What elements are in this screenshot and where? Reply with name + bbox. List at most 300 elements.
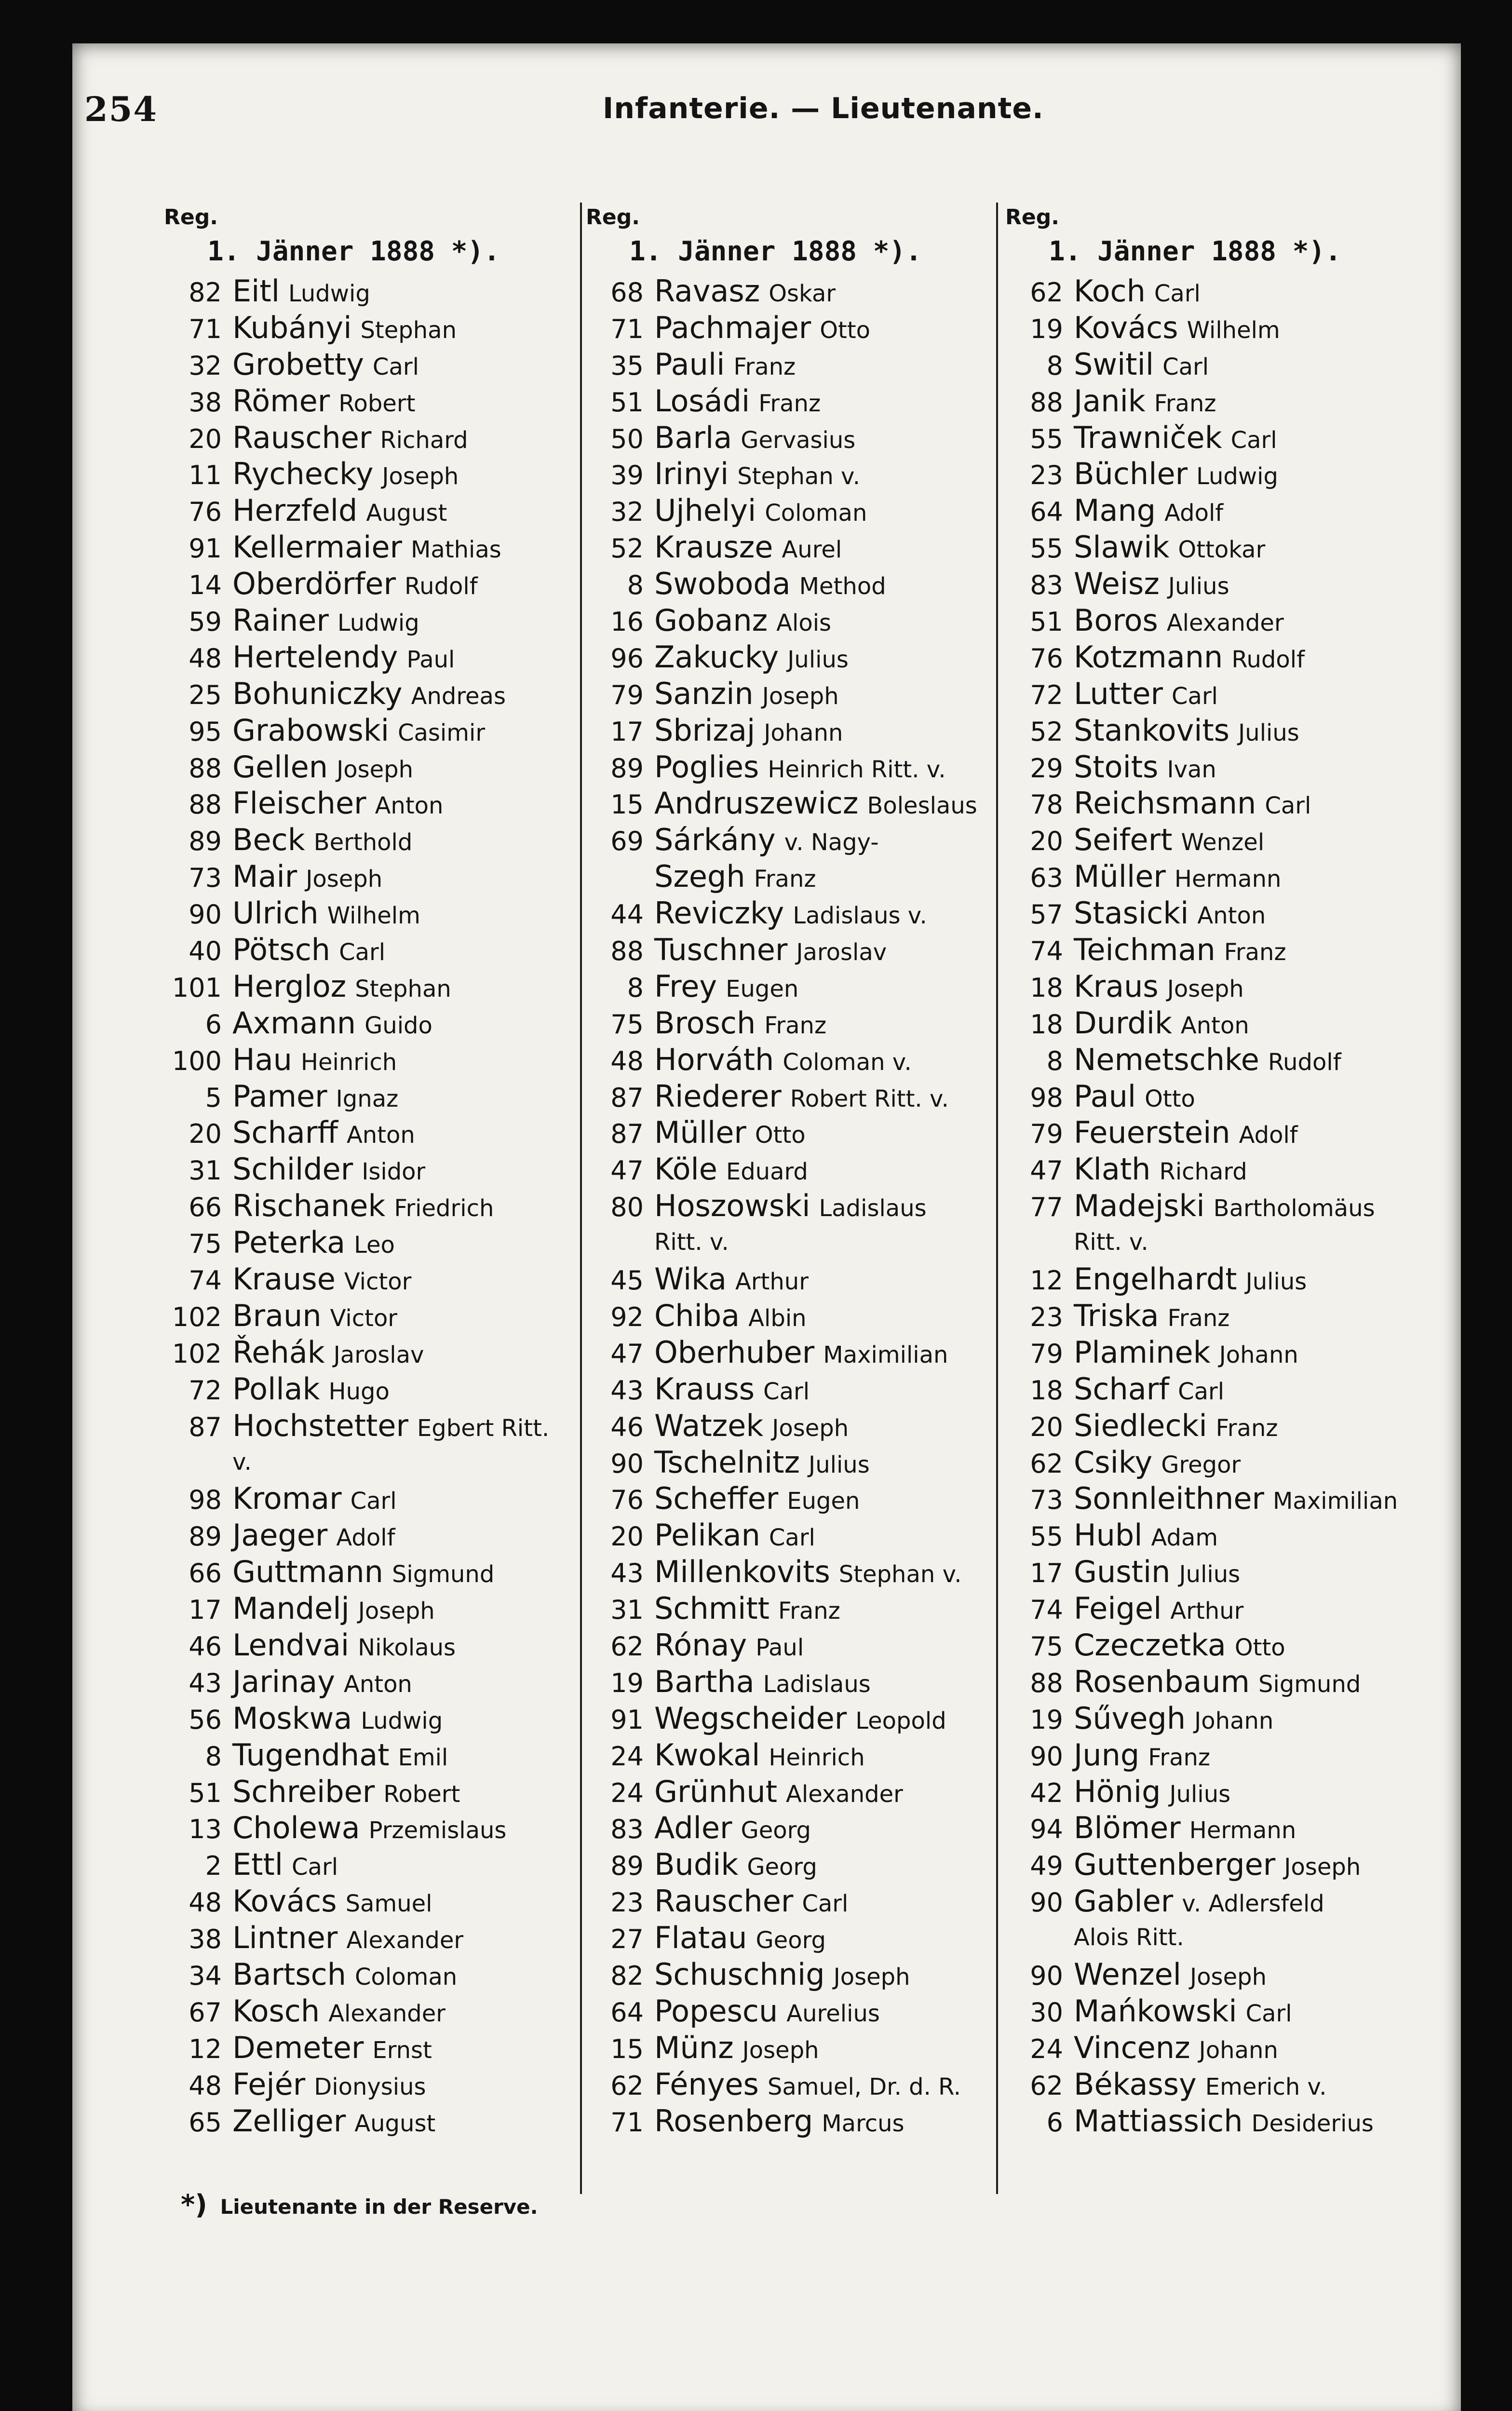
list-item	[586, 1883, 996, 1920]
list-item	[164, 1956, 574, 1993]
regiment-number: 56	[189, 1704, 222, 1735]
column-2	[586, 203, 996, 2139]
surname: Reichsmann	[1074, 786, 1256, 821]
surname: Wenzel	[1074, 1956, 1182, 1992]
surname: Sanzin	[654, 676, 754, 711]
given-name: Paul	[756, 1634, 804, 1661]
given-name: Georg	[741, 1817, 811, 1844]
list-item	[586, 1737, 996, 1774]
given-name: Eugen	[726, 975, 799, 1002]
surname: Kotzmann	[1074, 639, 1223, 675]
surname: Trawniček	[1074, 420, 1222, 455]
regiment-number: 75	[1030, 1631, 1063, 1662]
list-item	[1005, 420, 1415, 456]
regiment-number: 66	[189, 1192, 222, 1223]
officer-name	[1074, 273, 1201, 312]
surname: Kwokal	[654, 1737, 760, 1773]
list-item	[164, 2103, 574, 2140]
list-item	[586, 1517, 996, 1554]
officer-name	[654, 1005, 826, 1044]
surname: Szegh	[654, 859, 745, 894]
officer-name	[654, 785, 977, 825]
list-item	[1005, 456, 1415, 492]
regiment-number: 31	[189, 1155, 222, 1186]
officer-name	[654, 1151, 808, 1191]
regiment-number: 17	[610, 716, 644, 747]
regiment-number: 49	[1030, 1851, 1063, 1882]
officer-name	[232, 310, 457, 349]
surname: Hergloz	[232, 968, 347, 1004]
surname: Müller	[654, 1115, 746, 1151]
list-item	[164, 273, 574, 310]
regiment-number: 48	[189, 1887, 222, 1918]
regiment-number: 5	[205, 1082, 222, 1113]
surname: Stasicki	[1074, 895, 1189, 931]
regiment-number: 38	[189, 1924, 222, 1955]
officer-name	[654, 1517, 815, 1557]
given-name: Maximilian	[1273, 1488, 1398, 1515]
regiment-number: 102	[172, 1301, 222, 1332]
given-name: Julius	[1168, 573, 1229, 600]
officer-name	[232, 273, 370, 312]
surname: Hertelendy	[232, 639, 398, 675]
list-item	[1005, 1993, 1415, 2030]
given-name: Eugen	[787, 1488, 860, 1515]
officer-name	[232, 1846, 338, 1886]
surname: Zelliger	[232, 2103, 346, 2139]
regiment-number: 62	[1030, 277, 1063, 308]
list-item	[164, 1114, 574, 1151]
given-name: Carl	[1172, 682, 1218, 710]
list-item	[1005, 1261, 1415, 1298]
list-item	[1005, 712, 1415, 749]
officer-name	[654, 1371, 810, 1410]
regiment-number: 66	[189, 1558, 222, 1589]
regiment-number: 64	[610, 1997, 644, 2028]
officer-name	[1074, 858, 1281, 898]
list-item	[586, 968, 996, 1005]
regiment-number: 51	[189, 1777, 222, 1808]
surname: Mang	[1074, 493, 1156, 528]
officer-name	[232, 785, 443, 825]
officer-name	[232, 1188, 494, 1227]
list-item	[586, 1444, 996, 1481]
given-name: Carl	[1162, 353, 1209, 380]
surname: Hau	[232, 1042, 292, 1077]
surname: Riederer	[654, 1078, 782, 1114]
given-name: Egbert Ritt.	[417, 1414, 550, 1442]
surname: Jarinay	[232, 1664, 335, 1699]
surname: Braun	[232, 1298, 322, 1333]
officer-name	[654, 858, 816, 898]
officer-name	[232, 420, 468, 459]
surname: Römer	[232, 383, 330, 419]
list-item	[1005, 529, 1415, 566]
given-name: Casimir	[397, 719, 486, 746]
given-name: Anton	[375, 792, 444, 820]
list-item	[164, 1005, 574, 1042]
column-3	[1005, 203, 1415, 2139]
officer-name	[654, 420, 855, 459]
list-item	[586, 1408, 996, 1444]
officer-name	[1074, 1480, 1398, 1520]
surname: Switil	[1074, 346, 1154, 382]
list-item	[586, 1334, 996, 1371]
given-name: Franz	[1215, 1414, 1278, 1442]
officer-name	[1074, 1993, 1292, 2032]
regiment-number: 24	[610, 1741, 644, 1772]
surname: Teichman	[1074, 932, 1215, 968]
entry-continuation: Alois Ritt.	[1074, 1924, 1184, 1951]
list-item	[586, 1042, 996, 1078]
officer-name	[654, 749, 946, 788]
officer-name	[654, 2103, 904, 2142]
given-name: Arthur	[1170, 1598, 1244, 1625]
surname: Czeczetka	[1074, 1627, 1226, 1663]
regiment-number: 67	[189, 1997, 222, 2028]
surname: Münz	[654, 2030, 734, 2065]
regiment-number: 62	[610, 1631, 644, 1662]
officer-name	[232, 1298, 397, 1337]
surname: Hönig	[1074, 1774, 1161, 1809]
officer-name	[1074, 420, 1277, 459]
page-number: 254	[84, 89, 158, 129]
regiment-number: 40	[189, 936, 222, 967]
regiment-number: 71	[189, 313, 222, 344]
given-name: Andreas	[411, 682, 506, 710]
surname: Cholewa	[232, 1810, 360, 1846]
reg-label: Reg.	[586, 205, 640, 230]
regiment-number: 19	[1030, 1704, 1063, 1735]
officer-name	[1074, 2030, 1278, 2069]
regiment-number: 82	[189, 277, 222, 308]
officer-name	[654, 1408, 849, 1447]
given-name: Jaroslav	[796, 939, 887, 966]
list-item	[164, 1042, 574, 1078]
surname: Fényes	[654, 2066, 759, 2102]
list-item	[1005, 1664, 1415, 1700]
regiment-number: 62	[1030, 1448, 1063, 1479]
column-date-heading: 1. Jänner 1888 *).	[1049, 236, 1341, 267]
given-name: August	[354, 2110, 436, 2137]
given-name: Sigmund	[1258, 1670, 1361, 1698]
officer-name	[654, 1480, 860, 1520]
surname: Rainer	[232, 603, 329, 638]
given-name: Anton	[346, 1122, 415, 1149]
surname: Andruszewicz	[654, 786, 859, 821]
given-name: Ladislaus	[763, 1670, 871, 1698]
officer-name	[654, 1261, 809, 1300]
regiment-number: 38	[189, 387, 222, 418]
given-name: Carl	[372, 353, 419, 380]
given-name: Mathias	[410, 536, 501, 564]
given-name: Stephan	[360, 316, 457, 344]
surname: Mattiassich	[1074, 2103, 1243, 2139]
regiment-number: 23	[1030, 1301, 1063, 1332]
officer-name	[1074, 968, 1244, 1008]
reg-label: Reg.	[164, 205, 218, 230]
officer-name	[654, 346, 796, 386]
surname: Rauscher	[654, 1883, 794, 1919]
given-name: Samuel, Dr. d. R.	[767, 2073, 961, 2100]
officer-name	[654, 310, 870, 349]
officer-name	[654, 529, 842, 569]
regiment-number: 46	[189, 1631, 222, 1662]
officer-name	[654, 932, 887, 971]
surname: Lintner	[232, 1920, 338, 1956]
regiment-number: 83	[610, 1814, 644, 1845]
officer-name	[654, 822, 879, 861]
surname: Mandelj	[232, 1591, 350, 1626]
given-name: Carl	[292, 1854, 338, 1881]
regiment-number: 62	[610, 2070, 644, 2101]
surname: Sárkány	[654, 822, 776, 858]
list-item	[164, 1554, 574, 1590]
regiment-number: 24	[1030, 2033, 1063, 2064]
list-item	[586, 1188, 996, 1224]
officer-name	[232, 2103, 435, 2142]
list-item	[586, 1371, 996, 1408]
list-item	[164, 1444, 574, 1481]
officer-name	[1074, 1737, 1210, 1776]
list-item	[586, 749, 996, 786]
given-name: Carl	[1265, 792, 1311, 820]
list-item	[1005, 1517, 1415, 1554]
regiment-number: 16	[610, 607, 644, 637]
list-item	[586, 456, 996, 492]
regiment-number: 31	[610, 1595, 644, 1625]
officer-name	[1074, 1371, 1224, 1410]
officer-name	[1074, 1298, 1229, 1337]
regiment-number: 19	[1030, 313, 1063, 344]
list-item	[1005, 2103, 1415, 2140]
officer-name	[1074, 310, 1280, 349]
given-name: Alexander	[346, 1927, 464, 1954]
officer-name	[1074, 1517, 1218, 1557]
regiment-number: 20	[610, 1521, 644, 1552]
regiment-number: 51	[1030, 607, 1063, 637]
surname: Rosenbaum	[1074, 1664, 1250, 1699]
officer-name	[1074, 492, 1223, 532]
officer-name	[232, 968, 451, 1008]
regiment-number: 35	[610, 350, 644, 381]
officer-name	[654, 1993, 880, 2032]
officer-name	[654, 1810, 811, 1849]
officer-name	[232, 456, 459, 495]
given-name: Julius	[1245, 1268, 1307, 1296]
officer-name	[1074, 602, 1284, 642]
list-item	[1005, 1810, 1415, 1846]
given-name: Carl	[802, 1890, 849, 1918]
officer-name	[1074, 1664, 1361, 1703]
officer-name	[654, 1846, 817, 1886]
given-name: Carl	[763, 1378, 810, 1405]
list-item	[1005, 1627, 1415, 1664]
officer-name	[1074, 1774, 1230, 1813]
given-name: Alexander	[786, 1780, 903, 1808]
given-name: Berthold	[313, 829, 413, 856]
regiment-number: 8	[1046, 350, 1063, 381]
given-name: Anton	[1197, 902, 1266, 930]
officer-name	[1074, 1408, 1278, 1447]
surname: Triska	[1074, 1298, 1159, 1333]
officer-name	[232, 1480, 397, 1520]
list-item	[1005, 1554, 1415, 1590]
officer-name	[232, 639, 455, 678]
regiment-number: 102	[172, 1338, 222, 1369]
officer-name	[1074, 1810, 1296, 1849]
given-name: Arthur	[735, 1268, 809, 1296]
surname: Kromar	[232, 1481, 342, 1517]
list-item	[164, 1993, 574, 2030]
regiment-number: 59	[189, 607, 222, 637]
list-item	[164, 822, 574, 858]
regiment-number: 88	[189, 789, 222, 820]
officer-name	[1074, 676, 1218, 715]
list-item	[1005, 2066, 1415, 2103]
given-name: Franz	[1224, 939, 1286, 966]
officer-name	[232, 1114, 415, 1154]
given-name: Coloman	[355, 1963, 458, 1991]
given-name: Ludwig	[288, 280, 370, 307]
list-item	[164, 1371, 574, 1408]
officer-name	[654, 1883, 848, 1923]
surname: Axmann	[232, 1005, 356, 1041]
regiment-number: 55	[1030, 1521, 1063, 1552]
surname: Fleischer	[232, 786, 366, 821]
given-name: Hermann	[1189, 1817, 1296, 1844]
regiment-number: 94	[1030, 1814, 1063, 1845]
officer-name	[232, 1408, 549, 1447]
officer-name	[654, 1334, 948, 1374]
list-item	[1005, 346, 1415, 383]
list-item	[164, 383, 574, 420]
officer-name	[232, 1664, 412, 1703]
surname: Hochstetter	[232, 1408, 408, 1443]
regiment-number: 91	[189, 533, 222, 564]
given-name: Jaroslav	[333, 1341, 424, 1368]
entry-continuation: Ritt. v.	[654, 1229, 729, 1256]
given-name: Emil	[398, 1744, 448, 1771]
given-name: Franz	[764, 1012, 827, 1039]
officer-name	[232, 1737, 448, 1776]
regiment-number: 92	[610, 1301, 644, 1332]
given-name: Joseph	[306, 866, 383, 893]
given-name: Anton	[1180, 1012, 1249, 1039]
list-item	[586, 895, 996, 932]
list-item	[1005, 639, 1415, 676]
officer-name	[1074, 1261, 1307, 1300]
regiment-number: 90	[1030, 1960, 1063, 1991]
officer-name	[1074, 1151, 1247, 1191]
given-name: Rudolf	[404, 573, 478, 600]
list-item	[164, 785, 574, 822]
given-name: Sigmund	[392, 1561, 495, 1588]
given-name: Carl	[769, 1524, 815, 1552]
officer-name	[232, 1224, 395, 1264]
officer-name	[1074, 749, 1216, 788]
surname: Grabowski	[232, 712, 389, 748]
list-item	[164, 1700, 574, 1737]
given-name: Leo	[354, 1232, 395, 1259]
regiment-number: 75	[189, 1229, 222, 1260]
surname: Schuschnig	[654, 1956, 825, 1992]
surname: Scharf	[1074, 1371, 1170, 1407]
regiment-number: 83	[1030, 570, 1063, 601]
footnote	[181, 2189, 538, 2221]
regiment-number: 34	[189, 1960, 222, 1991]
list-item	[164, 1224, 574, 1261]
surname: Bartha	[654, 1664, 755, 1699]
surname: Nemetschke	[1074, 1042, 1259, 1077]
regiment-number: 48	[189, 643, 222, 674]
officer-name	[232, 1956, 457, 1996]
given-name: Joseph	[742, 2036, 819, 2064]
given-name: Georg	[747, 1854, 817, 1881]
surname: Guttenberger	[1074, 1847, 1276, 1883]
regiment-number: 12	[189, 2033, 222, 2064]
regiment-number: 15	[610, 2033, 644, 2064]
officer-name	[232, 1883, 432, 1923]
given-name: Alexander	[328, 2000, 446, 2027]
list-item	[586, 529, 996, 566]
surname: Flatau	[654, 1920, 747, 1956]
surname: Plaminek	[1074, 1334, 1211, 1370]
list-item	[164, 1627, 574, 1664]
officer-name	[232, 2030, 432, 2069]
officer-name	[654, 1590, 840, 1630]
given-name: Adolf	[1239, 1122, 1298, 1149]
officer-name	[654, 1188, 927, 1227]
list-item	[586, 785, 996, 822]
given-name: Joseph	[382, 463, 459, 490]
surname: Kellermaier	[232, 529, 402, 565]
given-name: Albin	[748, 1304, 807, 1332]
given-name: Ignaz	[336, 1085, 399, 1112]
officer-name	[654, 1042, 912, 1081]
given-name: Richard	[380, 426, 468, 454]
regiment-number: 101	[172, 972, 222, 1003]
regiment-number: 46	[610, 1411, 644, 1442]
given-name: Franz	[758, 390, 821, 417]
list-item	[1005, 1883, 1415, 1920]
regiment-number: 42	[1030, 1777, 1063, 1808]
officer-name	[654, 1774, 903, 1813]
regiment-number: 39	[610, 460, 644, 491]
officer-name	[232, 529, 501, 569]
officer-name	[654, 1554, 962, 1593]
list-item	[586, 492, 996, 529]
given-name: Joseph	[772, 1414, 849, 1442]
surname: Engelhardt	[1074, 1261, 1237, 1297]
list-item	[164, 2030, 574, 2066]
officer-name	[232, 749, 413, 788]
list-item	[586, 932, 996, 968]
officer-name	[654, 2066, 961, 2106]
list-item	[1005, 566, 1415, 602]
list-item	[164, 1737, 574, 1774]
surname: Weisz	[1074, 566, 1160, 602]
officer-name	[654, 676, 839, 715]
officer-name	[232, 346, 419, 386]
list-item	[586, 1956, 996, 1993]
regiment-number: 74	[1030, 936, 1063, 967]
list-item	[1005, 492, 1415, 529]
officer-name	[1074, 1078, 1195, 1118]
surname: Schilder	[232, 1151, 353, 1187]
regiment-number: 88	[610, 936, 644, 967]
officer-name	[654, 1700, 946, 1740]
